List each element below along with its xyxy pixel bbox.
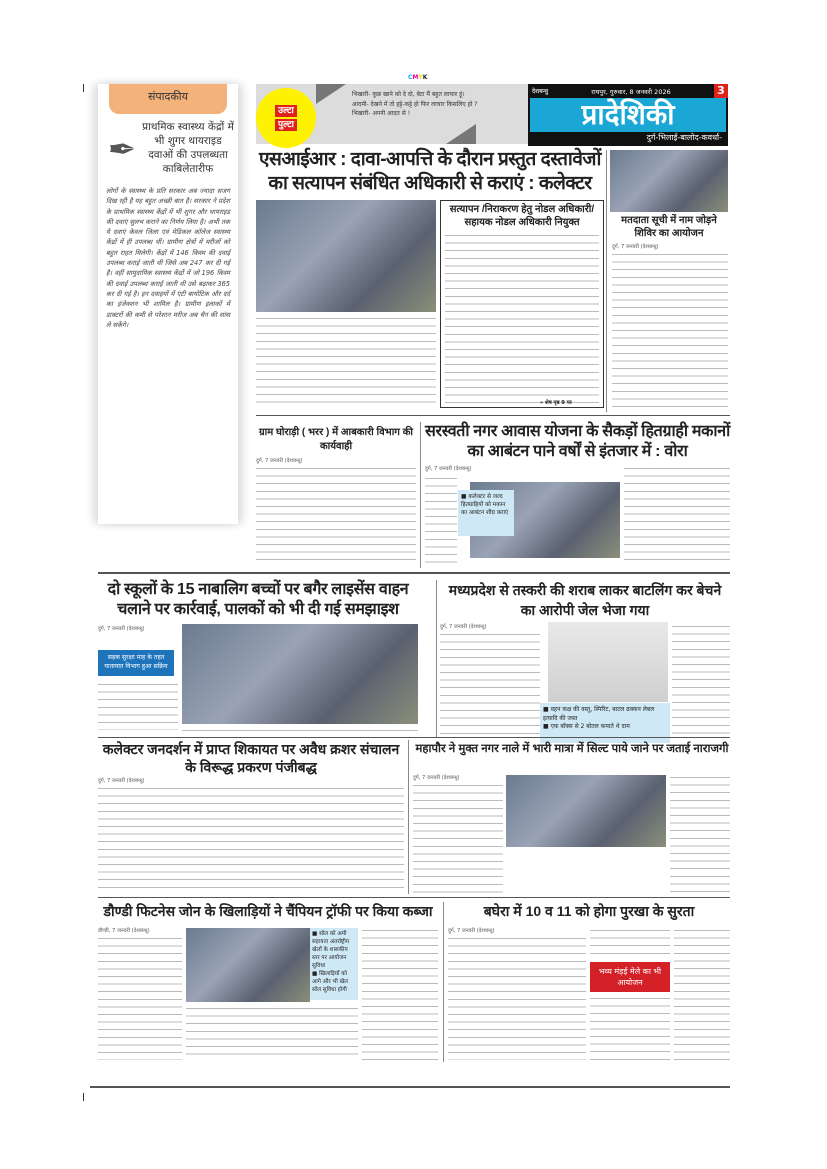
joke-text [352,90,477,119]
story-body-text [672,624,730,736]
corner-triangle [316,84,346,104]
pen-nib-icon: ✒ [107,130,137,170]
story-body-text [186,1006,358,1060]
logo-bottom-text: पुल्टा [275,119,297,131]
story-body-text [670,775,730,893]
cmyk-registration-mark: CMYK [408,74,428,81]
editorial-label: संपादकीय [109,84,227,114]
story-dateline: दुर्ग, 7 जनवरी (देशबन्धु) [98,626,145,632]
brand-logo: देशबन्धु [532,88,549,95]
nodal-officer-box [440,200,604,408]
baghera-headline: बघेरा में 10 व 11 को होगा पुरखा के सुरता [483,903,695,919]
fitness-team-photo [186,928,310,1002]
section-rule [98,897,730,898]
page-number: 3 [714,84,728,98]
joke-line: भिखारी- अपनी आदत से ! [352,110,411,117]
lead-headline: एसआईआर : दावा-आपत्ति के दौरान प्रस्तुत दस्तावेजों का सत्यापन संबंधित अधिकारी से कराएं : कलेक्टर [259,149,601,194]
story-dateline: दुर्ग, 7 जनवरी (देशबन्धु) [425,466,615,474]
callout-box [310,928,358,1000]
joke-line: आदमी- देखने में तो हट्टे-कट्टे हो फिर लाचार किसलिए हो ? [352,100,478,108]
story-dateline: दुर्ग, 7 जनवरी (देशबन्धु) [448,928,495,934]
story-body-text [590,928,670,958]
dondi-headline: डौण्डी फिटनेस जोन के खिलाड़ियों ने चैंपियन ट्रॉफी पर किया कब्जा [103,903,433,919]
story-body-text [448,936,586,1060]
box-body-text [445,233,599,403]
schools-headline: दो स्कूलों के 15 नाबालिग बच्चों पर बगैर लाइसेंस वाहन चलाने पर कार्रवाई, पालकों को भी दी गई समझाइश [107,581,409,618]
voter-camp-headline: मतदाता सूची में नाम जोड़ने शिविर का आयोजन [621,215,717,239]
callout-box: ■ कलेक्टर से जल्द हितग्राहियों को मकान का आबंटन शीघ्र कराएं [458,490,514,536]
ghoradi-headline: ग्राम घोराड़ी ( भरर ) में आबकारी विभाग की कार्यवाही [259,427,413,452]
box-title: सत्यापन /निराकरण हेतु नोडल अधिकारी/सहायक नोडल अधिकारी नियुक्त [449,204,595,228]
story-body-text [413,783,503,893]
story-body-text [98,682,178,730]
road-safety-banner: सड़क सुरक्षा माह के तहत यातायात विभाग हुआ सक्रिय [98,650,174,676]
meeting-photo [256,200,436,312]
story-dateline: दुर्ग, 7 जनवरी (देशबन्धु) [98,778,145,784]
callout-item: ■ वहन कक्ष की वस्तु, स्पिरिट, बाटल ढक्कन लेबल इत्यादि की जब्त [543,706,655,722]
liquor-headline: मध्यप्रदेश से तस्करी की शराब लाकर बाटलिंग कर बेचने का आरोपी जेल भेजा गया [448,582,722,618]
editorial-column [98,84,238,524]
section-masthead [528,84,728,146]
story-body-text [624,466,730,564]
story-body-text [440,632,540,736]
page-bottom-rule [90,1086,730,1088]
section-rule [98,737,730,738]
crop-mark [83,1093,84,1101]
story-body-text [674,928,730,1060]
ulta-pulta-logo [256,88,316,148]
logo-top-text: उल्टा [275,105,297,117]
fair-banner: भव्य मंड़ई मेले का भी आयोजन [590,962,670,992]
story-dateline: दुर्ग, 7 जनवरी (देशबन्धु) [413,775,460,781]
story-dateline: दुर्ग, 7 जनवरी (देशबन्धु) [256,458,303,464]
story-body-text [98,936,182,1060]
story-body-text [256,466,416,566]
drain-inspection-photo [506,775,666,847]
story-body-text [362,928,438,1060]
story-body-text [256,316,436,408]
column-divider [606,150,607,412]
collector-headline: कलेक्टर जनदर्शन में प्राप्त शिकायत पर अवैध क्रशर संचालन के विरूद्ध प्रकरण पंजीबद्ध [102,741,400,775]
story-body-text [425,476,457,564]
callout-item: ■ सोल को अमी सहायता अंतर्राष्ट्रीय खेलों के शासकीय स्तर पर आयोजन सुविधा [312,931,350,969]
section-rule [256,415,730,416]
callout-item: ■ खिलाड़ियों को आगे और भी खेल सोल सुविधा होगी [312,971,348,993]
column-divider [436,580,437,738]
section-rule [98,572,730,574]
voter-camp-photo [610,150,728,212]
saraswati-headline: सरस्वती नगर आवास योजना के सैकड़ों हितग्राही मकानों का आबंटन पाने वर्षों से इंतजार में : वोरा [425,423,730,460]
column-divider [408,740,409,894]
corner-triangle [446,124,476,144]
traffic-check-photo [182,624,418,724]
story-body-text [182,728,418,736]
column-divider [443,902,444,1062]
story-body-text [98,786,404,894]
callout-item: ■ एक बॉक्स से 2 बोतल कमाते थे दाम [543,723,630,730]
dateline: रायपुर, गुरुवार, 8 जनवरी 2026 [591,87,671,96]
editorial-body: लोगों के स्वास्थ्य के प्रति सरकार अब ज्यादा सजग दिख रही है यह बहुत अच्छी बात है। सरकार ने प्रदेश के प्राथमिक स्वास्थ्य केंद्रों में भी शुगर और थायराइड की दवाएं सुलभ कराने का निर्णय लिया है। अभी तक ये दवाएं केवल जिला एवं मेडिकल कॉलेज स्वास्थ्य केंद्रों में ही उपलब्ध थीं। ग्रामीण क्षेत्रों में मरीजों को बहुत राहत मिलेगी। केंद्रों में 146 किस्म की दवाई उपलब्ध कराई जाती थी जिसे अब 247 कर दी गई है। वहीं सामुदायिक स्वास्थ्य केंद्रों में जो 196 किस्म की दवाई उपलब्ध कराई जाती थी उसे बढ़ाकर 365 कर दी गई है। इन दवाइयों में एंटी बायोटिक और दर्द का इंजेक्शन भी शामिल है। ग्रामीण इलाकों में डाक्टरों की कमी से परेशान मरीज अब चैन की सांस ले सकेंगे। [106,187,230,329]
story-body-text [590,996,670,1060]
story-body-text [612,252,728,412]
story-dateline: दुर्ग, 7 जनवरी (देशबन्धु) [612,244,659,250]
continued-link[interactable]: » शेष पृष्ठ 9 पर [540,400,572,406]
accused-photo [548,622,668,702]
section-subtitle: दुर्ग-भिलाई-बालोद-कवर्धा- [646,133,722,142]
joke-line: भिखारी- कुछ खाने को दे दो, बेटा मैं बहुत लाचार हूं। [352,91,465,98]
story-dateline: डौण्डी, 7 जनवरी (देशबन्धु) [98,928,150,934]
story-dateline: दुर्ग, 7 जनवरी (देशबन्धु) [440,624,487,630]
section-title: प्रादेशिकी [530,98,726,132]
mayor-headline: महापौर ने मुक्त नगर नाले में भारी मात्रा में सिल्ट पाये जाने पर जताई नाराजगी [415,743,729,755]
column-divider [420,422,421,568]
crop-mark [83,84,84,92]
editorial-title: प्राथमिक स्वास्थ्य केंद्रों में भी शुगर थायराइड दवाओं की उपलब्धता काबिलेतारीफ [142,121,234,175]
